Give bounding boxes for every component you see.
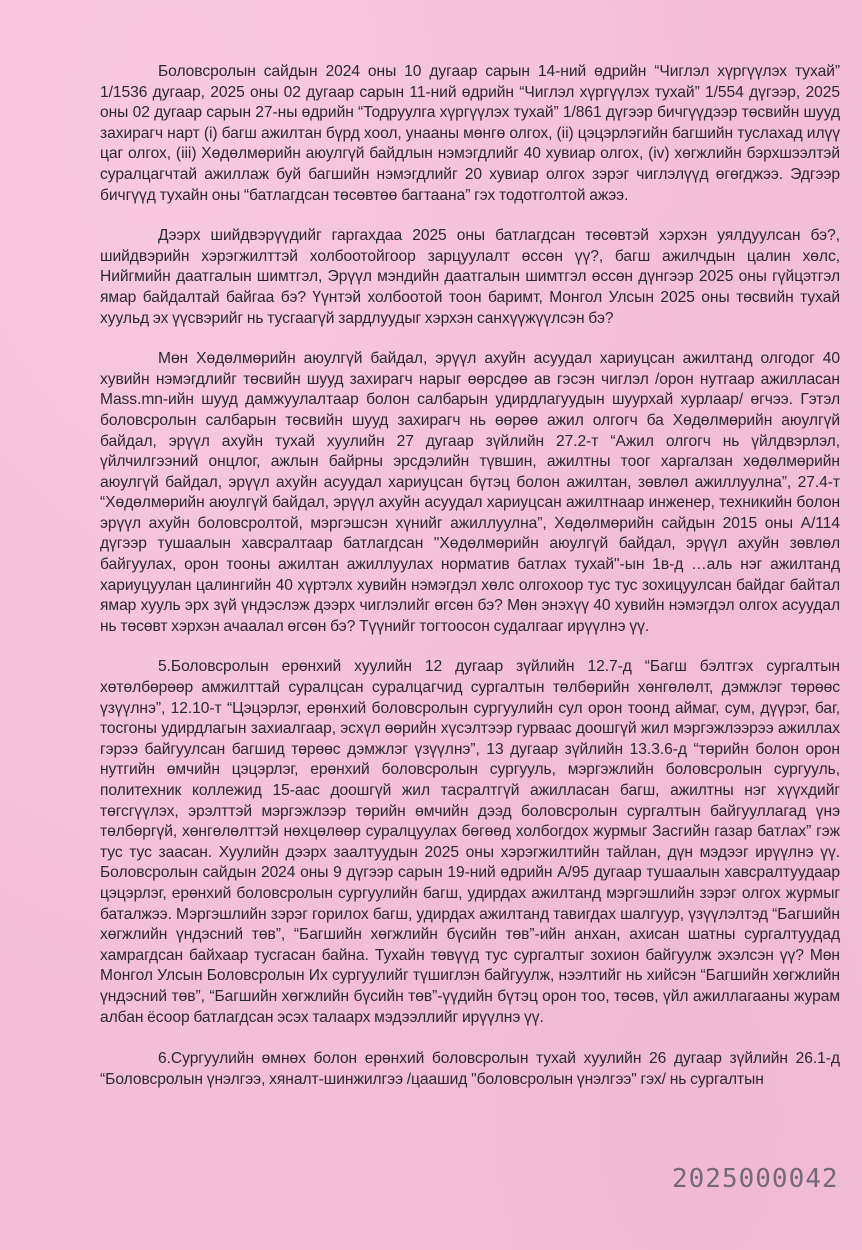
paragraph-3: Мөн Хөдөлмөрийн аюулгүй байдал, эрүүл ахуйн асуудал хариуцсан ажилтанд олгодог 40 хувийн нэмэгдлийг төсвийн шууд захирагч нарыг өөрсдөө ав гэсэн чиглэл /орон нутгаар ажилласан Mass.mn-ийн шууд дамжуулалтаар болон салбарын удирдлагуудын шуурхай хурлаар/ өгчээ. Гэтэл боловсролын салбарын төсвийн шууд захирагч нь өөрөө ажил олгогч ба Хөдөлмөрийн аюулгүй байдал, эрүүл ахуйн тухай хуулийн 27 дугаар зүйлийн 27.2-т “Ажил олгогч нь үйлдвэрлэл, үйлчилгээний онцлог, ажлын байрны эрсдэлийн түвшин, ажилтны тоог харгалзан хөдөлмөрийн аюулгүй байдал, эрүүл ахуйн асуудал хариуцсан бүтэц болон ажилтан, зөвлөл ажиллуулна”, 27.4-т “Хөдөлмөрийн аюулгүй байдал, эрүүл ахуйн асуудал хариуцсан ажилтнаар инженер, техникийн болон эрүүл ахуйн боловсролтой, мэргэшсэн хүнийг ажиллуулна”, Хөдөлмөрийн сайдын 2015 оны А/114 дүгээр тушаалын хавсралтаар батлагдсан "Хөдөлмөрийн аюулгүй байдал, эрүүл ахуйн зөвлөл байгуулах, орон тооны ажилтан ажиллуулах норматив батлах тухай"-ын 1в-д …аль нэг ажилтанд хариуцуулан цалингийн 40 хүртэлх хувийн нэмэгдэл хөлс олгохоор тус тус зохицуулсан байдаг байтал ямар хууль эрх зүй үндэслэж дээрх чиглэлийг өгсөн бэ? Мөн энэхүү 40 хувийн нэмэгдэл олгох асуудал нь төсөвт хэрхэн ачаалал өгсөн бэ? Түүнийг тогтоосон судалгааг ирүүлнэ үү.: [100, 350, 840, 635]
paragraph-5: 6.Сургуулийн өмнөх болон ерөнхий боловсролын тухай хуулийн 26 дугаар зүйлийн 26.1-д “Боловсролын үнэлгээ, хяналт-шинжилгээ /цаашид "боловсролын үнэлгээ" гэх/ нь сургалтын: [100, 1050, 840, 1088]
paragraph-1: Боловсролын сайдын 2024 оны 10 дугаар сарын 14-ний өдрийн “Чиглэл хүргүүлэх тухай” 1/1536 дугаар, 2025 оны 02 дугаар сарын 11-ний өдрийн “Чиглэл хүргүүлэх тухай” 1/554 дүгээр, 2025 оны 02 дугаар сарын 27-ны өдрийн “Тодруулга хүргүүлэх тухай” 1/861 дүгээр бичгүүдээр төсвийн шууд захирагч нарт (i) багш ажилтан бүрд хоол, унааны мөнгө олгох, (ii) цэцэрлэгийн багшийн туслахад илүү цаг олгох, (iii) Хөдөлмөрийн аюулгүй байдлын нэмэгдлийг 40 хувиар олгох, (iv) хөгжлийн бэрхшээлтэй суралцагчтай ажиллаж буй багшийн нэмэгдлийг 20 хувиар олгох зэрэг чиглэлүүд өгөгджээ. Эдгээр бичгүүд тухайн оны “батлагдсан төсөвтөө багтаана” гэх тодотголтой ажээ.: [100, 63, 840, 204]
registration-stamp-number: 2025000042: [672, 1164, 839, 1194]
document-page: [100, 62, 840, 1212]
paragraph-2: Дээрх шийдвэрүүдийг гаргахдаа 2025 оны батлагдсан төсөвтэй хэрхэн уялдуулсан бэ?, шийдвэрийн хэрэгжилттэй холбоотойгоор зарцуулалт өссөн үү?, багш ажилчдын цалин хөлс, Нийгмийн даатгалын шимтгэл, Эрүүл мэндийн даатгалын шимтгэл өссөн дүнгээр 2025 оны гүйцэтгэл ямар байдалтай байгаа бэ? Үүнтэй холбоотой тоон баримт, Монгол Улсын 2025 оны төсвийн тухай хуульд эх үүсвэрийг нь тусгаагүй зардлуудыг хэрхэн санхүүжүүлсэн бэ?: [100, 227, 840, 327]
paragraph-4: 5.Боловсролын ерөнхий хуулийн 12 дугаар зүйлийн 12.7-д “Багш бэлтгэх сургалтын хөтөлбөрөөр амжилттай суралцсан суралцагчид сургалтын төлбөрийн хөнгөлөлт, дэмжлэг төрөөс үзүүлнэ”, 12.10-т “Цэцэрлэг, ерөнхий боловсролын сургуулийн сул орон тоонд аймаг, сум, дүүрэг, баг, тосгоны удирдлагын захиалгаар, эсхүл өөрийн хүсэлтээр гурваас доошгүй жил мэргэжлээрээ ажиллах гэрээ байгуулсан багшид төрөөс дэмжлэг үзүүлнэ”, 13 дугаар зүйлийн 13.3.6-д “төрийн болон орон нутгийн өмчийн цэцэрлэг, ерөнхий боловсролын сургууль, мэргэжлийн боловсролын сургууль, политехник коллежид 15-аас доошгүй жил тасралтгүй ажилласан багш, ажилтны нэг хүүхдийг төгсгүүлэх, эрэлттэй мэргэжлээр төрийн өмчийн дээд боловсролын сургалтын байгууллагад үнэ төлбөргүй, хөнгөлөлттэй нөхцөлөөр суралцуулах бөгөөд холбогдох журмыг Засгийн газар батлах” гэж тус тус заасан. Хуулийн дээрх заалтуудын 2025 оны хэрэгжилтийн тайлан, дүн мэдээг ирүүлнэ үү. Боловсролын сайдын 2024 оны 9 дүгээр сарын 19-ний өдрийн А/95 дугаар тушаалын хавсралтуудаар цэцэрлэг, ерөнхий боловсролын сургуулийн багш, удирдах ажилтанд мэргэшлийн зэрэг олгох журмыг баталжээ. Мэргэшлийн зэрэг горилох багш, удирдах ажилтанд тавигдах шалгуур, үзүүлэлтэд “Багшийн хөгжлийн үндэсний төв”, “Багшийн хөгжлийн бүсийн төв”-ийн анхан, ахисан шатны сургалтуудад хамрагдсан байхаар тусгасан байна. Тухайн төвүүд тус сургалтыг зохион байгуулж эхэлсэн үү? Мөн Монгол Улсын Боловсролын Их сургуулийг түшиглэн байгуулж, нээлтийг нь хийсэн “Багшийн хөгжлийн үндэсний төв”, “Багшийн хөгжлийн бүсийн төв”-үүдийн бүтэц орон тоо, төсөв, үйл ажиллагааны журам албан ёсоор батлагдсан эсэх талаарх мэдээллийг ирүүлнэ үү.: [100, 658, 840, 1026]
